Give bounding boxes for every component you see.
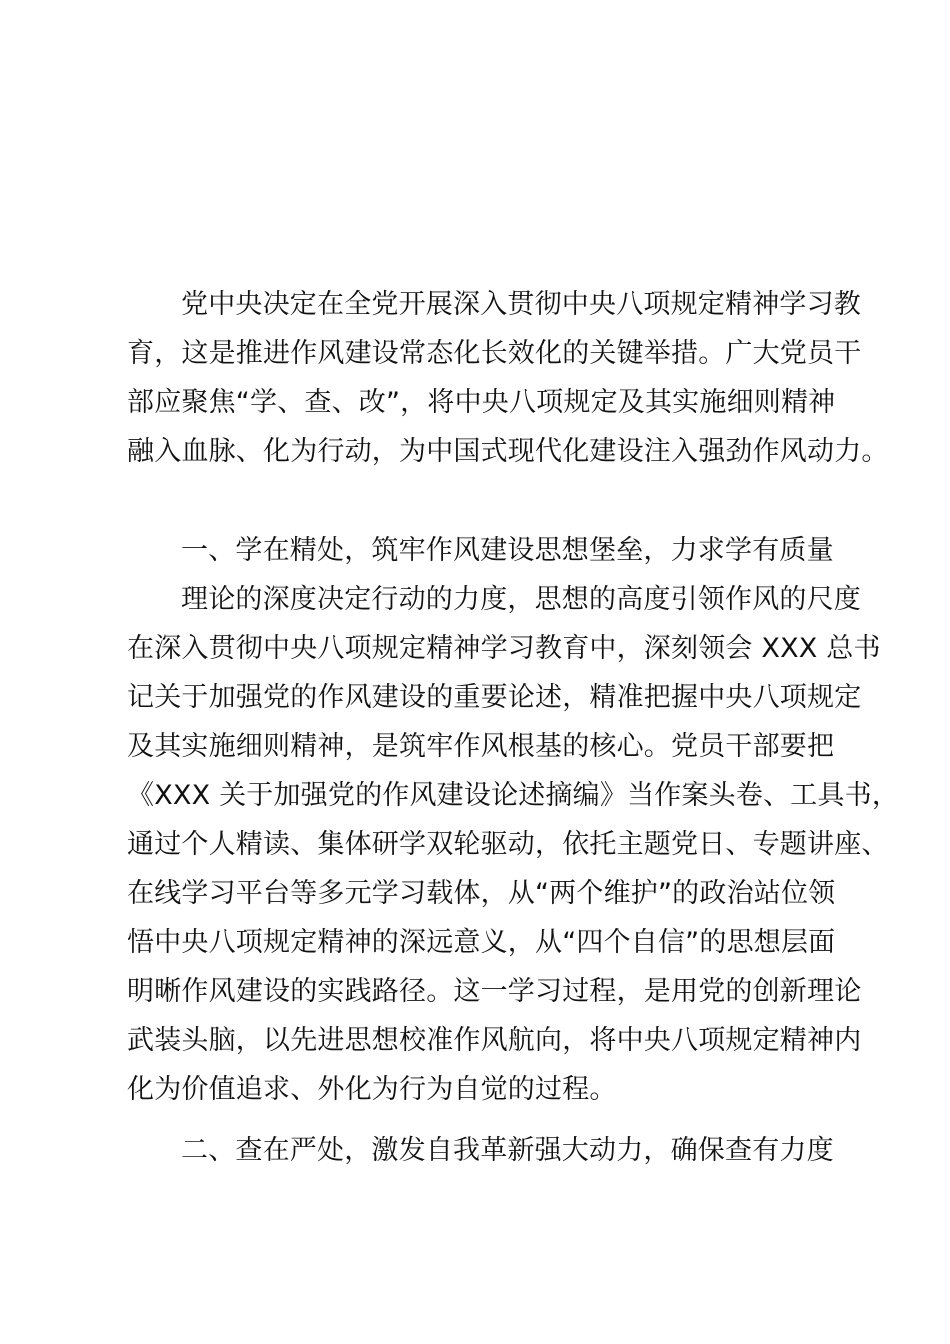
section-1-line-2: 在深入贯彻中央八项规定精神学习教育中，深刻领会 XXX 总书 — [127, 633, 881, 664]
intro-line-1: 党中央决定在全党开展深入贯彻中央八项规定精神学习教 — [181, 289, 861, 320]
intro-line-2: 育，这是推进作风建设常态化长效化的关键举措。广大党员干 — [127, 338, 862, 369]
intro-line-4: 融入血脉、化为行动，为中国式现代化建设注入强劲作风动力。 — [127, 436, 889, 467]
section-1-line-3: 记关于加强党的作风建设的重要论述，精准把握中央八项规定 — [127, 682, 862, 713]
section-1-line-6: 通过个人精读、集体研学双轮驱动，依托主题党日、专题讲座、 — [127, 829, 889, 860]
intro-line-3: 部应聚焦“学、查、改”，将中央八项规定及其实施细则精神 — [127, 387, 836, 418]
section-1-line-8: 悟中央八项规定精神的深远意义，从“四个自信”的思想层面 — [127, 927, 836, 958]
section-1-line-1: 理论的深度决定行动的力度，思想的高度引领作风的尺度 — [181, 584, 861, 615]
section-1-line-4: 及其实施细则精神，是筑牢作风根基的核心。党员干部要把 — [127, 731, 835, 762]
section-1-line-10: 武装头脑，以先进思想校准作风航向，将中央八项规定精神内 — [127, 1025, 862, 1056]
section-1-line-11: 化为价值追求、外化为行为自觉的过程。 — [127, 1074, 617, 1105]
section-1-line-5: 《XXX 关于加强党的作风建设论述摘编》当作案头卷、工具书， — [127, 780, 900, 811]
section-1-line-9: 明晰作风建设的实践路径。这一学习过程，是用党的创新理论 — [127, 976, 862, 1007]
section-2-heading: 二、查在严处，激发自我革新强大动力，确保查有力度 — [181, 1135, 834, 1166]
section-1-heading: 一、学在精处，筑牢作风建设思想堡垒，力求学有质量 — [181, 535, 834, 566]
section-1-line-7: 在线学习平台等多元学习载体，从“两个维护”的政治站位领 — [127, 878, 836, 909]
